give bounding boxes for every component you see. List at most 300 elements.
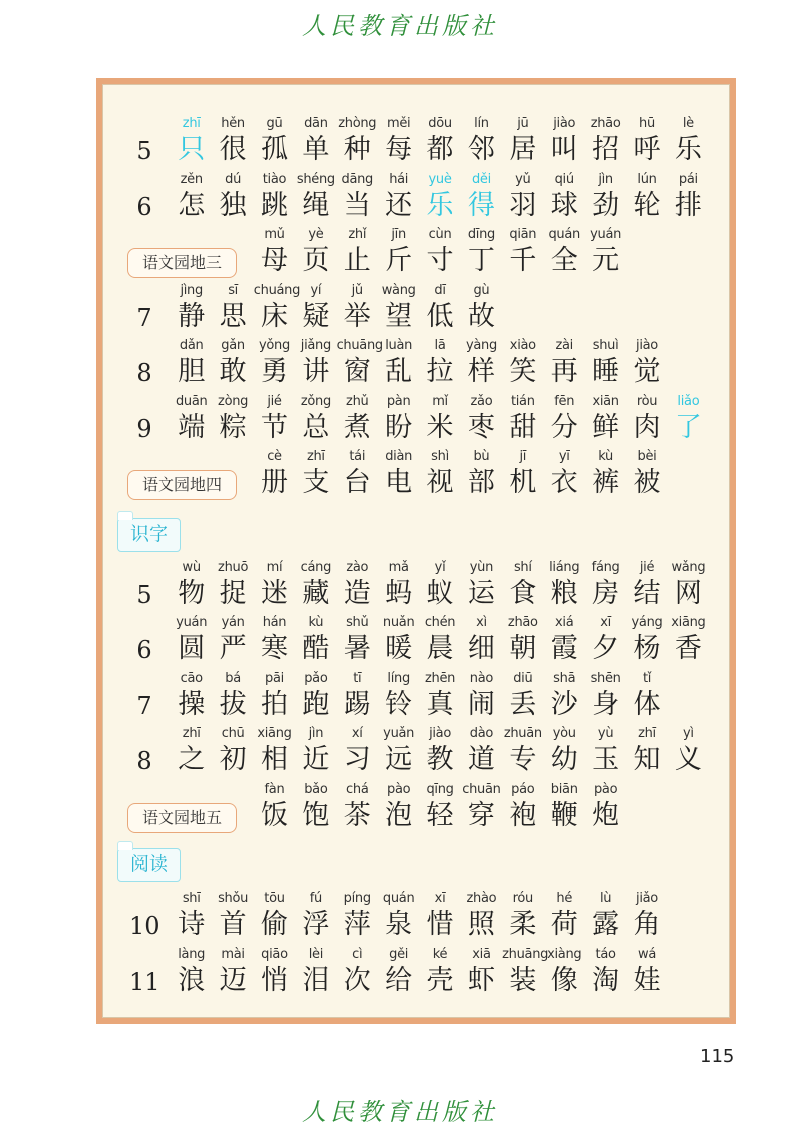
hanzi: 排 (674, 190, 702, 221)
character-list (171, 670, 668, 722)
hanzi: 分 (550, 412, 578, 443)
character-cell (626, 559, 667, 611)
hanzi: 闹 (467, 689, 495, 720)
character-cell (337, 393, 378, 445)
pinyin: shǔ (346, 615, 369, 630)
pinyin: shí (513, 560, 532, 575)
yuwen-yuandi-label: 语文园地三 (127, 248, 237, 278)
character-cell (585, 448, 626, 500)
hanzi: 娃 (633, 965, 661, 996)
hanzi: 茶 (343, 800, 371, 831)
hanzi: 萍 (343, 909, 371, 940)
yuwen-yuandi-row (103, 781, 729, 837)
character-list (171, 725, 709, 777)
yuwen-yuandi-label: 语文园地五 (127, 803, 237, 833)
character-cell (212, 946, 253, 998)
character-cell (502, 115, 543, 167)
pinyin: xī (434, 891, 446, 906)
lesson-number: 5 (136, 137, 152, 165)
character-cell (212, 559, 253, 611)
pinyin: lún (637, 172, 657, 187)
character-cell (668, 171, 709, 223)
pinyin (212, 226, 253, 244)
character-cell (212, 282, 253, 334)
character-cell (502, 226, 543, 278)
character-cell (212, 337, 253, 389)
pinyin: jìng (180, 283, 203, 298)
hanzi: 朝 (509, 633, 537, 664)
pinyin: dāng (341, 172, 374, 187)
hanzi: 暑 (343, 633, 371, 664)
character-cell (419, 670, 460, 722)
hanzi (212, 244, 253, 278)
hanzi: 房 (592, 578, 620, 609)
hanzi: 当 (343, 190, 371, 221)
pinyin: sī (228, 283, 238, 298)
character-cell (171, 115, 212, 167)
hanzi: 勇 (260, 356, 288, 387)
pinyin: jī (519, 449, 527, 464)
hanzi: 穿 (467, 800, 495, 831)
pinyin: jiǎo (636, 891, 658, 906)
hanzi: 种 (343, 134, 371, 165)
hanzi: 蚂 (385, 578, 413, 609)
hanzi: 粮 (550, 578, 578, 609)
hanzi: 装 (509, 965, 537, 996)
hanzi: 运 (467, 578, 495, 609)
hanzi: 羽 (509, 190, 537, 221)
character-cell (254, 890, 295, 942)
hanzi: 蚁 (426, 578, 454, 609)
pinyin: pǎo (304, 671, 328, 686)
hanzi: 床 (260, 301, 288, 332)
character-cell (337, 670, 378, 722)
character-cell (336, 337, 383, 389)
pinyin: kù (598, 449, 613, 464)
character-list (171, 226, 626, 278)
character-list (171, 614, 709, 666)
character-cell (295, 171, 336, 223)
pinyin: chén (424, 615, 456, 630)
hanzi: 故 (467, 301, 495, 332)
character-cell (544, 393, 585, 445)
character-cell (419, 393, 460, 445)
section-label-shizi: 识字 (117, 518, 181, 552)
character-cell (502, 890, 543, 942)
hanzi: 酷 (302, 633, 330, 664)
hanzi: 机 (509, 467, 537, 498)
pinyin: pái (678, 172, 698, 187)
character-cell (544, 559, 585, 611)
pinyin: wù (182, 560, 201, 575)
pinyin: xiàng (547, 947, 582, 962)
pinyin: pāi (265, 671, 284, 686)
pinyin: mài (221, 947, 245, 962)
spacer-cell (171, 781, 212, 833)
hanzi: 视 (426, 467, 454, 498)
hanzi: 粽 (219, 412, 247, 443)
pinyin: zhuāng (502, 947, 549, 962)
character-cell (544, 946, 585, 998)
hanzi: 淘 (592, 965, 620, 996)
hanzi: 讲 (302, 356, 330, 387)
hanzi: 远 (385, 744, 413, 775)
character-cell (585, 725, 626, 777)
character-cell (419, 946, 460, 998)
character-cell (585, 670, 626, 722)
character-cell (337, 946, 378, 998)
character-cell (544, 614, 585, 666)
pinyin: qiú (554, 172, 574, 187)
pinyin: yǔ (515, 172, 531, 187)
character-cell (378, 115, 419, 167)
character-cell (585, 946, 626, 998)
character-cell (378, 282, 419, 334)
hanzi: 丁 (467, 245, 495, 276)
hanzi: 幼 (550, 744, 578, 775)
character-cell (295, 781, 336, 833)
pinyin: shéng (296, 172, 335, 187)
hanzi: 单 (302, 134, 330, 165)
hanzi: 睡 (592, 356, 620, 387)
character-cell (461, 448, 502, 500)
character-cell (212, 614, 253, 666)
hanzi: 球 (550, 190, 578, 221)
hanzi (171, 244, 212, 278)
hanzi: 斤 (385, 245, 413, 276)
hanzi: 轻 (426, 800, 454, 831)
character-cell (254, 781, 295, 833)
character-cell (626, 725, 667, 777)
lesson-number: 8 (136, 359, 152, 387)
pinyin: líng (387, 671, 410, 686)
character-cell (337, 171, 378, 223)
hanzi: 米 (426, 412, 454, 443)
hanzi: 浮 (302, 909, 330, 940)
hanzi: 晨 (426, 633, 454, 664)
hanzi: 食 (509, 578, 537, 609)
pinyin: làng (178, 947, 206, 962)
character-cell (585, 337, 626, 389)
hanzi: 得 (467, 190, 495, 221)
pinyin: cì (352, 947, 363, 962)
pinyin: gū (266, 116, 283, 131)
character-cell (668, 559, 709, 611)
pinyin: lè (682, 116, 694, 131)
section-label-yuedu: 阅读 (117, 848, 181, 882)
character-cell (295, 337, 336, 389)
pinyin: zhǔ (346, 394, 369, 409)
character-cell (502, 670, 543, 722)
character-cell (295, 448, 336, 500)
character-cell (171, 282, 212, 334)
character-cell (502, 337, 543, 389)
hanzi: 举 (343, 301, 371, 332)
pinyin: liáng (549, 560, 580, 575)
character-cell (378, 226, 419, 278)
character-list (171, 115, 709, 167)
lesson-number: 7 (136, 304, 152, 332)
character-cell (337, 448, 378, 500)
pinyin (171, 448, 212, 466)
character-cell (668, 393, 709, 445)
character-cell (295, 614, 336, 666)
pinyin: wàng (381, 283, 416, 298)
character-cell (337, 781, 378, 833)
pinyin: mǐ (432, 394, 448, 409)
hanzi: 疑 (302, 301, 330, 332)
character-cell (585, 171, 626, 223)
hanzi: 饱 (302, 800, 330, 831)
hanzi: 网 (674, 578, 702, 609)
hanzi: 藏 (302, 578, 330, 609)
character-cell (419, 614, 460, 666)
character-cell (626, 890, 667, 942)
pinyin: zǎo (470, 394, 493, 409)
pinyin: xì (476, 615, 487, 630)
lesson-number: 7 (136, 692, 152, 720)
hanzi: 悄 (260, 965, 288, 996)
pinyin: hái (389, 172, 409, 187)
character-cell (295, 670, 336, 722)
hanzi: 露 (592, 909, 620, 940)
character-cell (585, 781, 626, 833)
character-cell (212, 670, 253, 722)
lesson-row (103, 337, 729, 393)
hanzi: 之 (178, 744, 206, 775)
hanzi: 元 (592, 245, 620, 276)
pinyin: yuè (428, 172, 452, 187)
yuwen-yuandi-row (103, 226, 729, 282)
character-cell (254, 946, 295, 998)
lesson-number: 6 (136, 636, 152, 664)
pinyin: yè (308, 227, 324, 242)
pinyin: zhī (638, 726, 656, 741)
character-cell (337, 559, 378, 611)
hanzi: 义 (674, 744, 702, 775)
hanzi: 居 (509, 134, 537, 165)
character-list (171, 171, 709, 223)
character-cell (626, 337, 667, 389)
character-cell (337, 614, 378, 666)
pinyin: jiào (636, 338, 658, 353)
pinyin: duān (175, 394, 208, 409)
character-list (171, 337, 668, 389)
pinyin: hán (262, 615, 287, 630)
character-cell (212, 725, 253, 777)
spacer-cell (212, 781, 253, 833)
pinyin: shǒu (218, 891, 249, 906)
hanzi: 独 (219, 190, 247, 221)
hanzi: 止 (343, 245, 371, 276)
pinyin: lù (599, 891, 612, 906)
hanzi: 被 (633, 467, 661, 498)
hanzi: 支 (302, 467, 330, 498)
pinyin: píng (343, 891, 371, 906)
character-cell (461, 282, 502, 334)
character-cell (378, 614, 419, 666)
hanzi: 沙 (550, 689, 578, 720)
pinyin: xiā (472, 947, 491, 962)
pinyin: tōu (264, 891, 285, 906)
character-cell (378, 171, 419, 223)
hanzi: 叫 (550, 134, 578, 165)
hanzi: 思 (219, 301, 247, 332)
character-cell (254, 725, 295, 777)
hanzi: 造 (343, 578, 371, 609)
pinyin: ròu (636, 394, 658, 409)
pinyin: jū (517, 116, 529, 131)
hanzi: 乐 (426, 190, 454, 221)
hanzi: 炮 (592, 800, 620, 831)
hanzi: 迈 (219, 965, 247, 996)
hanzi: 电 (385, 467, 413, 498)
hanzi: 习 (343, 744, 371, 775)
hanzi: 笑 (509, 356, 537, 387)
pinyin: zài (555, 338, 573, 353)
character-cell (337, 115, 378, 167)
character-cell (254, 337, 295, 389)
pinyin: zhào (466, 891, 497, 906)
character-cell (378, 393, 419, 445)
hanzi: 每 (385, 134, 413, 165)
hanzi: 诗 (178, 909, 206, 940)
hanzi: 低 (426, 301, 454, 332)
pinyin: cùn (428, 227, 452, 242)
character-cell (171, 171, 212, 223)
hanzi: 袍 (509, 800, 537, 831)
hanzi: 相 (260, 744, 288, 775)
character-cell (626, 670, 667, 722)
hanzi: 跑 (302, 689, 330, 720)
hanzi: 荷 (550, 909, 578, 940)
character-cell (254, 559, 295, 611)
hanzi: 柔 (509, 909, 537, 940)
character-cell (378, 559, 419, 611)
character-cell (502, 448, 543, 500)
character-cell (378, 670, 419, 722)
hanzi: 母 (260, 245, 288, 276)
pinyin: páo (511, 782, 535, 797)
hanzi: 肉 (633, 412, 661, 443)
pinyin: yàng (465, 338, 497, 353)
pinyin: cè (267, 449, 282, 464)
character-cell (171, 393, 212, 445)
character-cell (461, 115, 502, 167)
character-cell (544, 337, 585, 389)
pinyin: lèi (308, 947, 324, 962)
character-cell (295, 393, 336, 445)
character-cell (378, 781, 419, 833)
pinyin: nào (469, 671, 494, 686)
pinyin: zhī (182, 726, 201, 741)
lesson-row (103, 171, 729, 227)
pinyin: zhāo (507, 615, 538, 630)
pinyin: jié (267, 394, 282, 409)
pinyin: fáng (591, 560, 620, 575)
pinyin: shì (431, 449, 449, 464)
pinyin: fēn (554, 394, 575, 409)
character-cell (378, 890, 419, 942)
pinyin: tǐ (642, 671, 652, 686)
character-cell (171, 559, 212, 611)
spacer-cell (212, 448, 253, 500)
hanzi: 身 (592, 689, 620, 720)
lesson-number: 10 (129, 912, 160, 940)
hanzi: 真 (426, 689, 454, 720)
character-cell (461, 337, 502, 389)
hanzi: 圆 (178, 633, 206, 664)
publisher-logo-bottom: 人民教育出版社 (302, 1098, 498, 1126)
pinyin: yì (683, 726, 694, 741)
pinyin: jiào (429, 726, 452, 741)
character-cell (171, 725, 212, 777)
pinyin: hěn (221, 116, 245, 131)
pinyin: yǒng (259, 338, 290, 353)
hanzi: 页 (302, 245, 330, 276)
pinyin: diū (513, 671, 533, 686)
pinyin: pàn (386, 394, 411, 409)
hanzi: 操 (178, 689, 206, 720)
pinyin: mǔ (264, 227, 285, 242)
hanzi: 衣 (550, 467, 578, 498)
character-cell (626, 393, 667, 445)
hanzi: 觉 (633, 356, 661, 387)
character-cell (502, 559, 543, 611)
hanzi (212, 799, 253, 833)
pinyin: shī (182, 891, 201, 906)
character-cell (419, 337, 460, 389)
character-cell (254, 393, 295, 445)
character-cell (544, 115, 585, 167)
character-cell (585, 115, 626, 167)
character-cell (254, 171, 295, 223)
character-cell (502, 781, 543, 833)
hanzi: 乱 (385, 356, 413, 387)
hanzi (171, 799, 212, 833)
pinyin: zhēn (424, 671, 456, 686)
pinyin: zhǐ (348, 227, 367, 242)
pinyin: ké (432, 947, 448, 962)
character-cell (585, 614, 626, 666)
hanzi: 杨 (633, 633, 661, 664)
pinyin: jǔ (351, 283, 363, 298)
pinyin: jiào (553, 116, 576, 131)
pinyin: tái (349, 449, 366, 464)
lesson-number: 11 (129, 968, 160, 996)
character-cell (502, 393, 543, 445)
hanzi: 初 (219, 744, 247, 775)
character-cell (171, 614, 212, 666)
hanzi: 浪 (178, 965, 206, 996)
hanzi: 鲜 (592, 412, 620, 443)
pinyin: zhī (306, 449, 325, 464)
pinyin: zào (346, 560, 369, 575)
pinyin: chuáng (253, 283, 301, 298)
character-cell (668, 115, 709, 167)
pinyin (171, 226, 212, 244)
character-cell (502, 171, 543, 223)
yuwen-yuandi-label: 语文园地四 (127, 470, 237, 500)
pinyin (171, 781, 212, 799)
pinyin: diàn (385, 449, 413, 464)
hanzi: 都 (426, 134, 454, 165)
pinyin: gǎn (221, 338, 245, 353)
character-cell (337, 282, 378, 334)
hanzi: 知 (633, 744, 661, 775)
hanzi: 窗 (343, 356, 371, 387)
character-cell (461, 614, 502, 666)
